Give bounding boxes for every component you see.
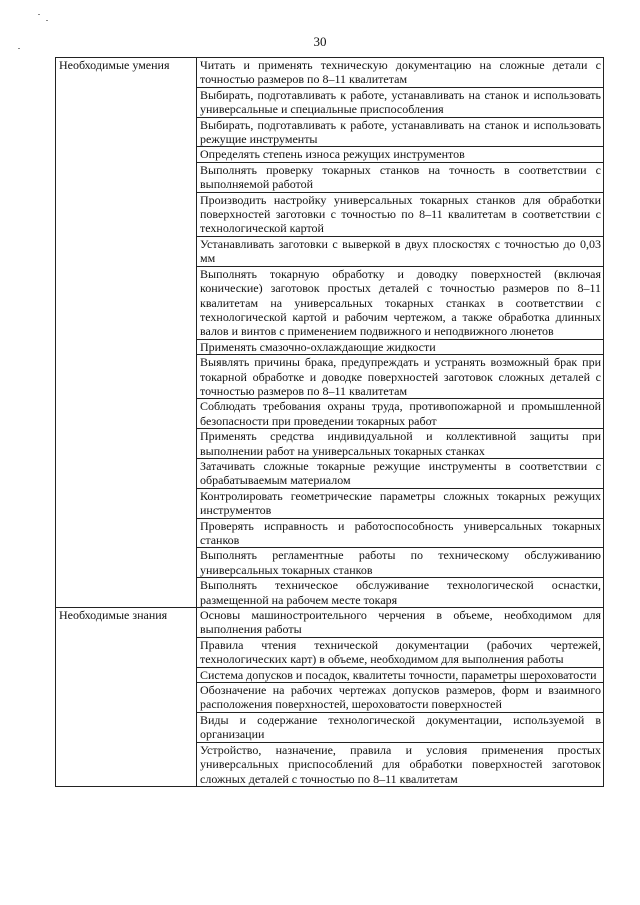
requirement-item: Основы машиностроительного черчения в объеме, необходимом для выполнения работы (197, 608, 604, 638)
requirement-item: Контролировать геометрические параметры сложных токарных режущих инструментов (197, 488, 604, 518)
requirement-item: Устанавливать заготовки с выверкой в двух плоскостях с точностью до 0,03 мм (197, 236, 604, 266)
scan-speck (38, 14, 40, 15)
requirement-item: Устройство, назначение, правила и условия применения простых универсальных приспособлений для обработки поверхностей заготовок сложных деталей с точностью по 8–11 квалитетам (197, 742, 604, 786)
requirement-item: Выбирать, подготавливать к работе, устанавливать на станок и использовать режущие инструменты (197, 117, 604, 147)
requirement-item: Применять средства индивидуальной и коллективной защиты при выполнении работ на универсальных токарных станках (197, 429, 604, 459)
requirement-item: Система допусков и посадок, квалитеты точности, параметры шероховатости (197, 667, 604, 682)
table-row (56, 58, 604, 88)
table-row (56, 608, 604, 638)
requirement-item: Правила чтения технической документации (рабочих чертежей, технологических карт) в объеме, необходимом для выполнения работы (197, 637, 604, 667)
section-label: Необходимые знания (56, 608, 197, 787)
requirement-item: Выполнять техническое обслуживание технологической оснастки, размещенной на рабочем месте токаря (197, 578, 604, 608)
requirement-item: Применять смазочно-охлаждающие жидкости (197, 339, 604, 354)
requirement-item: Производить настройку универсальных токарных станков для обработки поверхностей заготовки с точностью по 8–11 квалитетам в соответствии с технологической картой (197, 192, 604, 236)
scan-speck (46, 20, 48, 21)
requirement-item: Выполнять токарную обработку и доводку поверхностей (включая конические) заготовок простых деталей с точностью размеров по 8–11 квалитетам на универсальных токарных станках в соответствии с технологической картой и рабочим чертежом, а также обработка длинных валов и винтов с применением подвижного и неподвижного люнетов (197, 266, 604, 339)
requirements-table (55, 57, 604, 787)
requirement-item: Определять степень износа режущих инструментов (197, 147, 604, 162)
scan-speck (18, 48, 20, 49)
page-number: 30 (313, 34, 327, 49)
requirement-item: Читать и применять техническую документацию на сложные детали с точностью размеров по 8–11 квалитетам (197, 58, 604, 88)
requirement-item: Затачивать сложные токарные режущие инструменты в соответствии с обрабатываемым материалом (197, 458, 604, 488)
requirement-item: Выполнять регламентные работы по техническому обслуживанию универсальных токарных станков (197, 548, 604, 578)
requirement-item: Обозначение на рабочих чертежах допусков размеров, форм и взаимного расположения поверхностей, шероховатости поверхностей (197, 683, 604, 713)
requirement-item: Выполнять проверку токарных станков на точность в соответствии с выполняемой работой (197, 162, 604, 192)
requirement-item: Выявлять причины брака, предупреждать и устранять возможный брак при токарной обработке и доводке поверхностей заготовок сложных деталей с точностью размеров по 8–11 квалитетам (197, 355, 604, 399)
requirement-item: Выбирать, подготавливать к работе, устанавливать на станок и использовать универсальные и специальные приспособления (197, 87, 604, 117)
requirements-table-body (56, 58, 604, 787)
section-label: Необходимые умения (56, 58, 197, 608)
requirement-item: Проверять исправность и работоспособность универсальных токарных станков (197, 518, 604, 548)
requirement-item: Соблюдать требования охраны труда, противопожарной и промышленной безопасности при проведении токарных работ (197, 399, 604, 429)
requirement-item: Виды и содержание технологической документации, используемой в организации (197, 712, 604, 742)
